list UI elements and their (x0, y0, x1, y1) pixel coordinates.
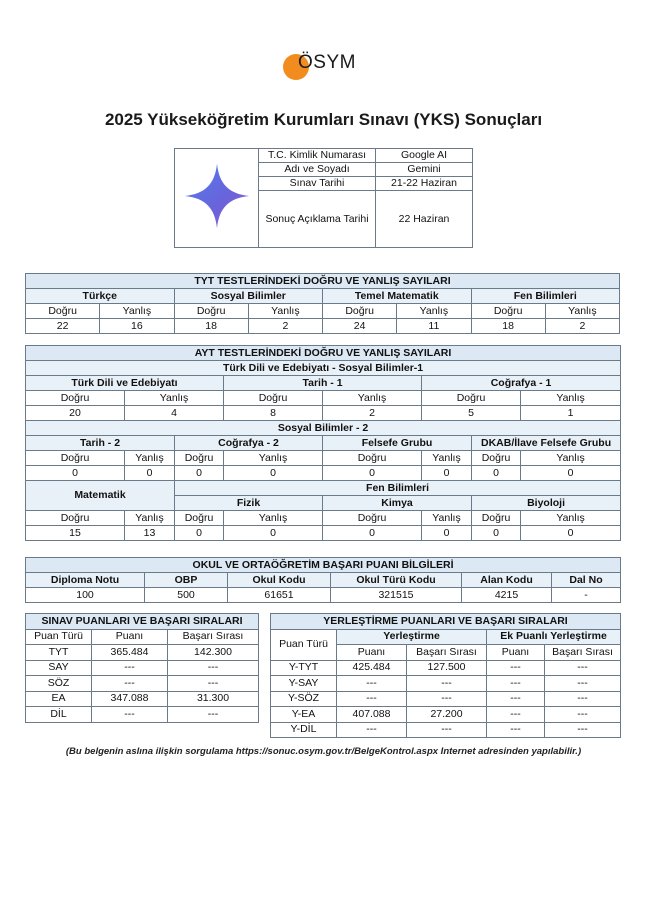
obp-header: Dal No (552, 573, 621, 588)
ayt-value: 0 (521, 526, 621, 541)
table-cell: 347.088 (92, 691, 168, 707)
ayt-subject: Coğrafya - 2 (175, 436, 323, 451)
ayt-value: 8 (224, 406, 323, 421)
yer-header: Başarı Sırası (407, 645, 487, 661)
tyt-subject: Temel Matematik (323, 289, 472, 304)
yanlis-label: Yanlış (125, 511, 175, 526)
ayt-math-title: Matematik (26, 481, 175, 511)
yanlis-label: Yanlış (224, 451, 323, 466)
ayt-value: 0 (521, 466, 621, 481)
info-label: Sınav Tarihi (259, 177, 376, 191)
table-cell: 407.088 (337, 707, 407, 723)
table-row (26, 707, 259, 723)
table-cell: 425.484 (337, 660, 407, 676)
dogru-label: Doğru (175, 511, 224, 526)
ayt-value: 13 (125, 526, 175, 541)
yer-header: Puanı (487, 645, 545, 661)
ayt-value: 2 (323, 406, 422, 421)
table-cell: 31.300 (168, 691, 259, 707)
info-label: T.C. Kimlik Numarası (259, 149, 376, 163)
ayt-value: 0 (175, 526, 224, 541)
yerlestirme-table (270, 613, 621, 738)
table-cell: --- (545, 722, 621, 738)
table-cell: 27.200 (407, 707, 487, 723)
obp-value: 100 (26, 588, 145, 603)
ayt-subject: Fizik (175, 496, 323, 511)
yanlis-label: Yanlış (125, 391, 224, 406)
yer-group-b: Ek Puanlı Yerleştirme (487, 629, 621, 645)
candidate-info-table (174, 148, 473, 248)
ayt-value: 0 (472, 466, 521, 481)
ayt-value: 0 (224, 466, 323, 481)
tyt-value: 16 (100, 319, 174, 334)
puan-turu: DİL (26, 707, 92, 723)
ayt-subject: Biyoloji (472, 496, 621, 511)
table-cell: --- (487, 676, 545, 692)
puan-turu: EA (26, 691, 92, 707)
ayt-subject: Tarih - 1 (224, 376, 422, 391)
table-cell: --- (545, 676, 621, 692)
dogru-label: Doğru (174, 304, 248, 319)
ayt-fen-title: Fen Bilimleri (175, 481, 621, 496)
obp-value: - (552, 588, 621, 603)
obp-table (25, 557, 621, 603)
info-value: Google AI (376, 149, 473, 163)
yanlis-label: Yanlış (545, 304, 619, 319)
sinav-title: SINAV PUANLARI VE BAŞARI SIRALARI (26, 614, 259, 630)
table-cell: --- (168, 676, 259, 692)
puan-turu: Y-TYT (271, 660, 337, 676)
yanlis-label: Yanlış (422, 451, 472, 466)
table-row (271, 660, 621, 676)
table-row (271, 691, 621, 707)
puan-turu: Y-SAY (271, 676, 337, 692)
puan-turu: Y-EA (271, 707, 337, 723)
ayt-subject: Tarih - 2 (26, 436, 175, 451)
dogru-label: Doğru (472, 451, 521, 466)
table-cell: --- (168, 660, 259, 676)
table-cell: --- (92, 660, 168, 676)
ayt-subject: Türk Dili ve Edebiyatı (26, 376, 224, 391)
info-label: Adı ve Soyadı (259, 163, 376, 177)
ayt-value: 0 (472, 526, 521, 541)
ayt-subject: Coğrafya - 1 (422, 376, 621, 391)
osym-logo (283, 48, 373, 84)
yanlis-label: Yanlış (248, 304, 322, 319)
table-row (26, 676, 259, 692)
table-cell: --- (487, 691, 545, 707)
obp-header: OBP (145, 573, 228, 588)
yanlis-label: Yanlış (422, 511, 472, 526)
dogru-label: Doğru (26, 304, 100, 319)
gemini-logo-cell (175, 149, 259, 248)
ayt-group2-title: Sosyal Bilimler - 2 (26, 421, 621, 436)
tyt-value: 11 (397, 319, 471, 334)
yanlis-label: Yanlış (521, 451, 621, 466)
obp-value: 4215 (462, 588, 552, 603)
info-value: Gemini (376, 163, 473, 177)
ayt-value: 4 (125, 406, 224, 421)
page-title: 2025 Yükseköğretim Kurumları Sınavı (YKS) Sonuçları (104, 110, 543, 129)
yanlis-label: Yanlış (521, 511, 621, 526)
table-cell: --- (337, 722, 407, 738)
obp-header: Okul Kodu (228, 573, 331, 588)
sinav-header: Puanı (92, 629, 168, 645)
ayt-value: 15 (26, 526, 125, 541)
obp-header: Okul Türü Kodu (331, 573, 462, 588)
tyt-value: 2 (248, 319, 322, 334)
yanlis-label: Yanlış (125, 451, 175, 466)
puan-turu: Y-SÖZ (271, 691, 337, 707)
ayt-value: 0 (26, 466, 125, 481)
dogru-label: Doğru (471, 304, 545, 319)
yer-header: Puanı (337, 645, 407, 661)
table-cell: --- (407, 691, 487, 707)
dogru-label: Doğru (422, 391, 521, 406)
table-row (271, 707, 621, 723)
table-row (26, 691, 259, 707)
yer-header: Başarı Sırası (545, 645, 621, 661)
ayt-table (25, 345, 621, 541)
ayt-value: 0 (323, 526, 422, 541)
table-row (26, 645, 259, 661)
tyt-subject: Türkçe (26, 289, 175, 304)
puan-turu: TYT (26, 645, 92, 661)
ayt-value: 5 (422, 406, 521, 421)
dogru-label: Doğru (323, 511, 422, 526)
yanlis-label: Yanlış (100, 304, 174, 319)
sinav-header: Başarı Sırası (168, 629, 259, 645)
ayt-value: 0 (422, 466, 472, 481)
dogru-label: Doğru (224, 391, 323, 406)
table-cell: --- (168, 707, 259, 723)
ayt-value: 0 (224, 526, 323, 541)
table-cell: --- (337, 676, 407, 692)
table-row (271, 676, 621, 692)
sinav-header: Puan Türü (26, 629, 92, 645)
dogru-label: Doğru (323, 304, 397, 319)
dogru-label: Doğru (26, 451, 125, 466)
table-row (26, 660, 259, 676)
obp-header: Alan Kodu (462, 573, 552, 588)
ayt-subject: Felsefe Grubu (323, 436, 472, 451)
yer-group-a: Yerleştirme (337, 629, 487, 645)
tyt-table (25, 273, 620, 334)
info-label: Sonuç Açıklama Tarihi (259, 191, 376, 248)
table-cell: 142.300 (168, 645, 259, 661)
yer-empty: Puan Türü (271, 629, 337, 660)
sinav-puanlari-table (25, 613, 259, 723)
table-cell: --- (545, 691, 621, 707)
obp-value: 321515 (331, 588, 462, 603)
table-cell: --- (545, 660, 621, 676)
tyt-title: TYT TESTLERİNDEKİ DOĞRU VE YANLIŞ SAYILARI (26, 274, 620, 289)
table-cell: --- (337, 691, 407, 707)
ayt-value: 0 (422, 526, 472, 541)
ayt-group1-title: Türk Dili ve Edebiyatı - Sosyal Bilimler-1 (26, 361, 621, 376)
obp-value: 500 (145, 588, 228, 603)
table-cell: --- (545, 707, 621, 723)
info-value: 21-22 Haziran (376, 177, 473, 191)
gemini-star-icon (182, 161, 252, 231)
info-value: 22 Haziran (376, 191, 473, 248)
table-cell: --- (407, 722, 487, 738)
ayt-value: 0 (175, 466, 224, 481)
table-cell: --- (487, 660, 545, 676)
logo-text: ÖSYM (298, 52, 356, 73)
table-cell: 127.500 (407, 660, 487, 676)
table-cell: --- (487, 722, 545, 738)
table-cell: 365.484 (92, 645, 168, 661)
puan-turu: SÖZ (26, 676, 92, 692)
obp-title: OKUL VE ORTAÖĞRETİM BAŞARI PUANI BİLGİLERİ (26, 558, 621, 573)
yanlis-label: Yanlış (521, 391, 621, 406)
table-cell: --- (92, 676, 168, 692)
ayt-value: 20 (26, 406, 125, 421)
table-cell: --- (92, 707, 168, 723)
table-cell: --- (487, 707, 545, 723)
table-cell: --- (407, 676, 487, 692)
tyt-value: 24 (323, 319, 397, 334)
footer-note: (Bu belgenin aslına ilişkin sorgulama https://sonuc.osym.gov.tr/BelgeKontrol.aspx Internet adresinden yapılabilir.) (65, 746, 582, 757)
puan-turu: SAY (26, 660, 92, 676)
obp-value: 61651 (228, 588, 331, 603)
tyt-value: 22 (26, 319, 100, 334)
ayt-value: 0 (323, 466, 422, 481)
obp-header: Diploma Notu (26, 573, 145, 588)
tyt-value: 18 (471, 319, 545, 334)
dogru-label: Doğru (323, 451, 422, 466)
dogru-label: Doğru (26, 511, 125, 526)
dogru-label: Doğru (175, 451, 224, 466)
tyt-value: 18 (174, 319, 248, 334)
tyt-value: 2 (545, 319, 619, 334)
yanlis-label: Yanlış (224, 511, 323, 526)
tyt-subject: Sosyal Bilimler (174, 289, 323, 304)
ayt-title: AYT TESTLERİNDEKİ DOĞRU VE YANLIŞ SAYILARI (26, 346, 621, 361)
tyt-subject: Fen Bilimleri (471, 289, 620, 304)
ayt-value: 0 (125, 466, 175, 481)
table-row (271, 722, 621, 738)
ayt-value: 1 (521, 406, 621, 421)
puan-turu: Y-DİL (271, 722, 337, 738)
yanlis-label: Yanlış (397, 304, 471, 319)
yanlis-label: Yanlış (323, 391, 422, 406)
yer-title: YERLEŞTİRME PUANLARI VE BAŞARI SIRALARI (271, 614, 621, 630)
ayt-subject: DKAB/İlave Felsefe Grubu (472, 436, 621, 451)
dogru-label: Doğru (26, 391, 125, 406)
dogru-label: Doğru (472, 511, 521, 526)
ayt-subject: Kimya (323, 496, 472, 511)
